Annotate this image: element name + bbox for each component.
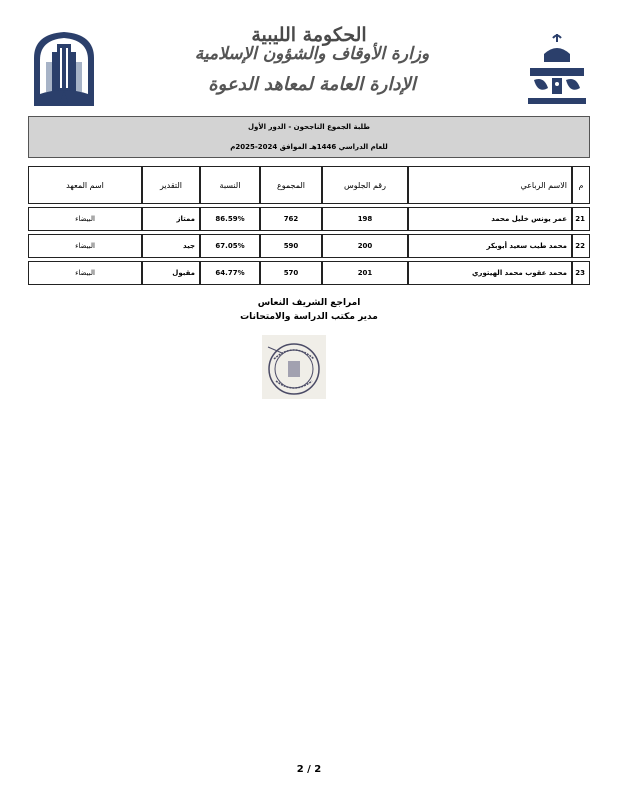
- row-institute: البيضاء: [28, 207, 142, 231]
- page-number: 2 / 2: [296, 764, 322, 775]
- row-name: عمر يونس خليل محمد: [408, 207, 572, 231]
- ministry-title: وزارة الأوقاف والشؤون الإسلامية: [194, 44, 430, 64]
- row-institute: البيضاء: [28, 261, 142, 285]
- table-row: [28, 207, 590, 231]
- row-no: 21: [572, 207, 590, 231]
- row-total: 762: [260, 207, 322, 231]
- header-total: المجموع: [260, 166, 322, 204]
- row-grade: ممتاز: [142, 207, 200, 231]
- row-seat: 201: [322, 261, 408, 285]
- row-name: محمد عقوب محمد الهيتوري: [408, 261, 572, 285]
- row-no: 22: [572, 234, 590, 258]
- header-grade: التقدير: [142, 166, 200, 204]
- header-institute: اسم المعهد: [28, 166, 142, 204]
- table-row: [28, 261, 590, 285]
- row-institute: البيضاء: [28, 234, 142, 258]
- title-banner: [28, 116, 590, 158]
- row-total: 570: [260, 261, 322, 285]
- calligraphy-logo-icon: [524, 32, 590, 106]
- banner-title: طلبة الجموع الناجحون - الدور الأول: [247, 123, 371, 131]
- table-header-row: [28, 166, 590, 204]
- header-seat: رقم الجلوس: [322, 166, 408, 204]
- row-percent: 64.77%: [200, 261, 260, 285]
- banner-subtitle: للعام الدراسي 1446هـ الموافق 2024-2025م: [230, 143, 388, 151]
- row-seat: 198: [322, 207, 408, 231]
- header-no: م: [572, 166, 590, 204]
- government-title: الحكومة الليبية: [251, 24, 367, 46]
- signatory-name: امراجع الشريف النعاس: [257, 298, 361, 308]
- row-seat: 200: [322, 234, 408, 258]
- row-grade: جيد: [142, 234, 200, 258]
- signatory-title: مدير مكتب الدراسة والامتحانات: [240, 312, 378, 322]
- results-table: [28, 163, 590, 288]
- row-total: 590: [260, 234, 322, 258]
- row-grade: مقبول: [142, 261, 200, 285]
- directorate-title: الإدارة العامة لمعاهد الدعوة: [208, 74, 416, 95]
- row-name: محمد طيب سعيد أبوبكر: [408, 234, 572, 258]
- row-no: 23: [572, 261, 590, 285]
- header-percent: النسبة: [200, 166, 260, 204]
- official-stamp-icon: [258, 333, 330, 401]
- row-percent: 86.59%: [200, 207, 260, 231]
- header-name: الاسم الرباعي: [408, 166, 572, 204]
- row-percent: 67.05%: [200, 234, 260, 258]
- table-row: [28, 234, 590, 258]
